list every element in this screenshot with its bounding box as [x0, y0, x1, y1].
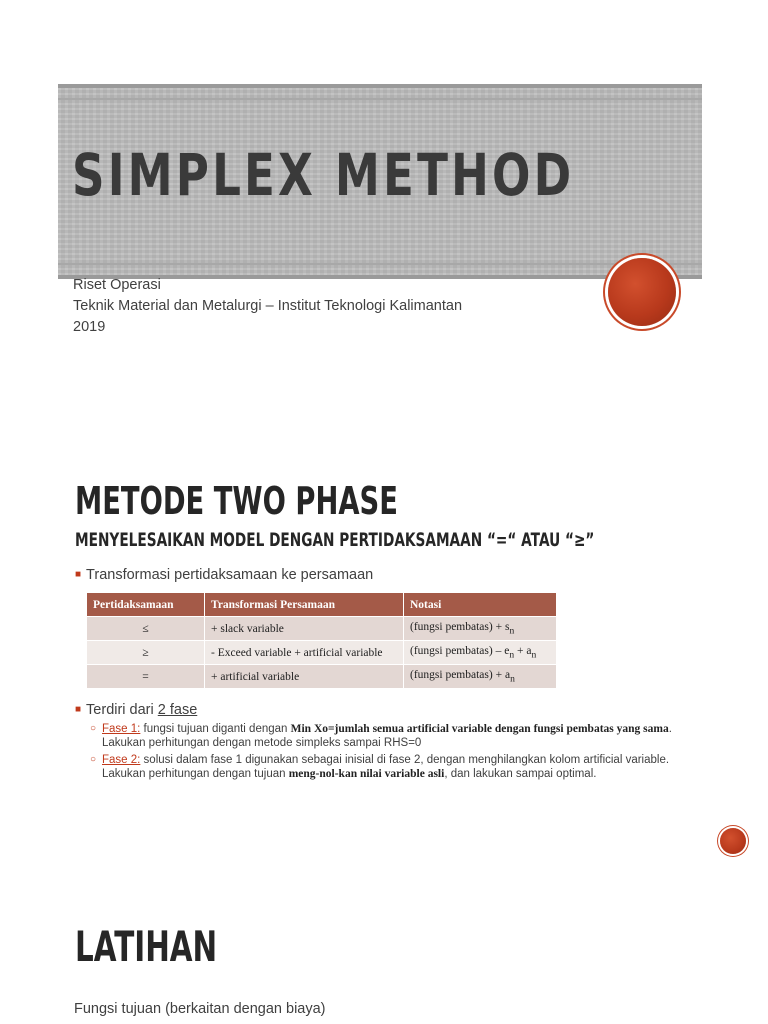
notation-subscript: n: [510, 673, 515, 685]
column-header: Notasi: [404, 593, 557, 617]
notation-subscript: n: [509, 625, 515, 637]
table-cell: ≤: [87, 617, 205, 641]
phase-bold-text: meng-nol-kan nilai variable asli: [288, 768, 445, 780]
square-bullet-icon: ■: [75, 704, 82, 715]
slide-subtitle: [73, 275, 462, 338]
section-heading: METODE TWO PHASE: [75, 479, 398, 523]
fase-link[interactable]: 2 fase: [157, 702, 198, 718]
department-name: Teknik Material dan Metalurgi – Institut Teknologi Kalimantan: [73, 298, 463, 314]
column-header: Pertidaksamaan: [87, 593, 205, 617]
phase-text: , dan lakukan sampai optimal.: [444, 768, 597, 780]
transformation-table: [87, 593, 557, 688]
notation-text: (fungsi pembatas) + a: [410, 668, 511, 681]
phase-1-label[interactable]: Fase 1:: [102, 723, 141, 735]
notation-subscript: n: [509, 649, 515, 661]
table-cell: [404, 617, 557, 641]
slide-title: SIMPLEX METHOD: [72, 141, 575, 209]
notation-subscript: n: [531, 649, 537, 661]
latihan-heading: LATIHAN: [75, 922, 218, 971]
phase-text: fungsi tujuan diganti dengan: [140, 723, 291, 735]
table-row: [87, 641, 557, 665]
year: 2019: [73, 319, 106, 335]
bullet-text: Terdiri dari: [86, 702, 158, 718]
decorative-orb-icon: [720, 828, 746, 854]
square-bullet-icon: ■: [75, 569, 82, 580]
bullet-text: Transformasi pertidaksamaan ke persamaan: [86, 567, 374, 583]
circle-bullet-icon: ○: [90, 723, 97, 734]
table-cell: ≥: [87, 641, 205, 665]
decorative-orb-icon: [608, 258, 676, 326]
table-header-row: [87, 593, 557, 617]
notation-text: (fungsi pembatas) – e: [410, 644, 510, 657]
phase-bold-text: Min Xo=jumlah semua artificial variable dengan fungsi pembatas yang sama: [290, 723, 669, 735]
table-row: [87, 617, 557, 641]
phase-2-label[interactable]: Fase 2:: [102, 754, 141, 766]
table-cell: [404, 665, 557, 689]
notation-text: (fungsi pembatas) + s: [410, 620, 510, 633]
table-cell: [404, 641, 557, 665]
bullet-transformasi: [75, 567, 373, 583]
table-cell: + artificial variable: [205, 665, 404, 689]
course-name: Riset Operasi: [73, 277, 161, 293]
bullet-fase: [75, 702, 197, 718]
phase-text: . Lakukan perhitungan dengan metode simpleks sampai RHS=0: [102, 723, 672, 749]
column-header: Transformasi Persamaan: [205, 593, 404, 617]
table-row: [87, 665, 557, 689]
table-cell: - Exceed variable + artificial variable: [205, 641, 404, 665]
phase-1-item: [90, 722, 680, 750]
table-cell: + slack variable: [205, 617, 404, 641]
phase-list: [90, 722, 680, 784]
table-cell: =: [87, 665, 205, 689]
latihan-text: Fungsi tujuan (berkaitan dengan biaya): [74, 1001, 326, 1017]
circle-bullet-icon: ○: [90, 754, 97, 765]
phase-text: solusi dalam fase 1 digunakan sebagai inisial di fase 2, dengan menghilangkan kolom artificial variable. Lakukan perhitungan dengan tujuan: [102, 754, 670, 780]
section-subheading: MENYELESAIKAN MODEL DENGAN PERTIDAKSAMAAN “=“ ATAU “≥”: [75, 529, 595, 551]
phase-2-item: [90, 753, 680, 781]
notation-text: + a: [514, 644, 532, 657]
